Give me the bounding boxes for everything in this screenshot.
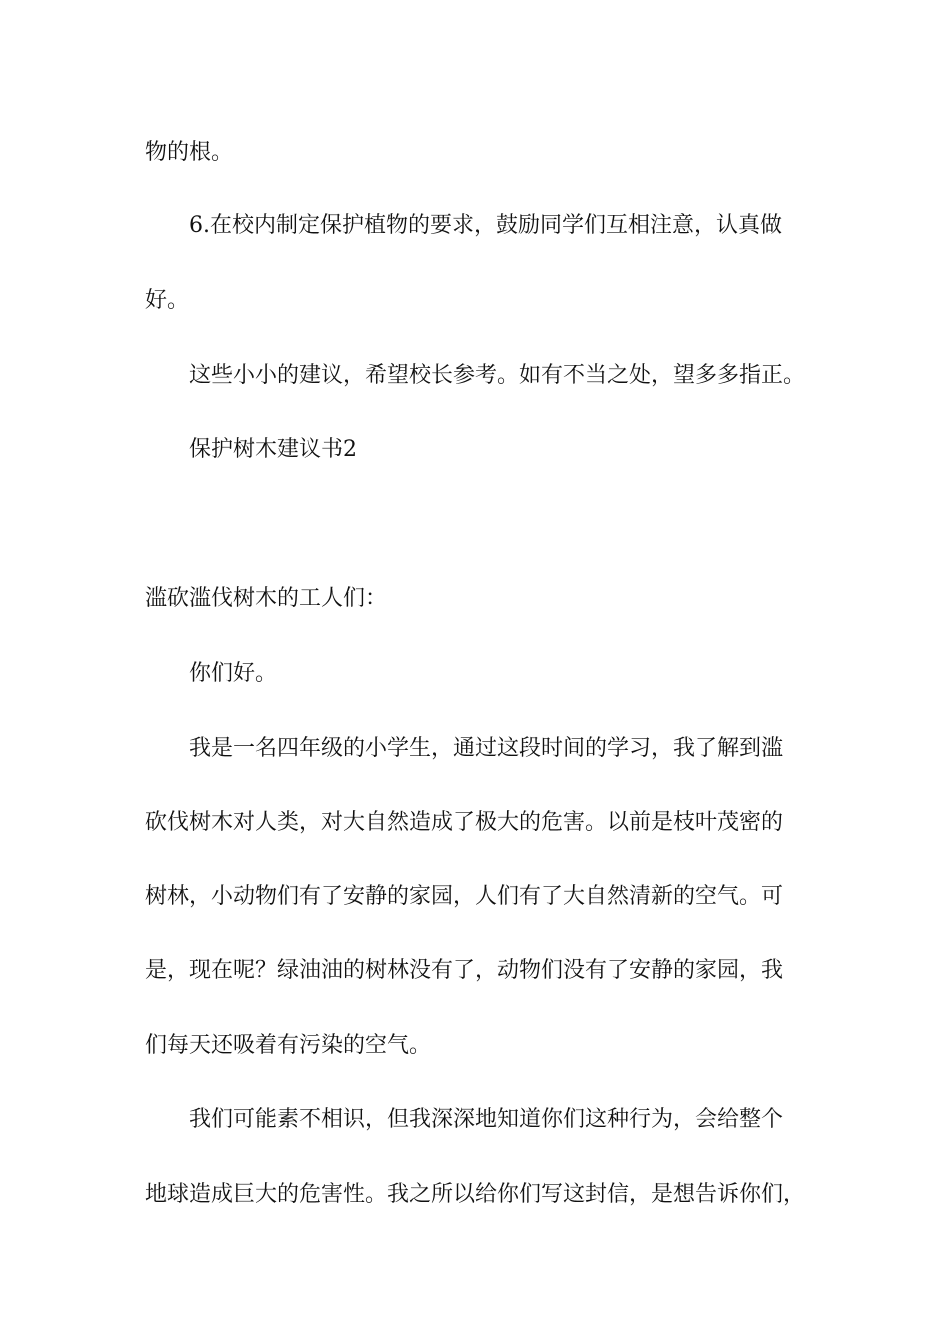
text-line-13: 我们可能素不相识，但我深深地知道你们这种行为，会给整个	[189, 1107, 784, 1132]
salutation: 滥砍滥伐树木的工人们：	[145, 586, 388, 611]
text-line-4: 这些小小的建议，希望校长参考。如有不当之处，望多多指正。	[189, 363, 806, 388]
text-line-12: 们每天还吸着有污染的空气。	[145, 1033, 432, 1058]
text-line-1: 物的根。	[145, 140, 234, 165]
text-line-2: 6.在校内制定保护植物的要求，鼓励同学们互相注意，认真做	[189, 213, 782, 238]
text-line-10: 树林，小动物们有了安静的家园，人们有了大自然清新的空气。可	[145, 884, 784, 909]
greeting: 你们好。	[189, 661, 278, 686]
text-line-8: 我是一名四年级的小学生，通过这段时间的学习，我了解到滥	[189, 736, 784, 761]
text-line-9: 砍伐树木对人类，对大自然造成了极大的危害。以前是枝叶茂密的	[145, 810, 784, 835]
text-line-11: 是，现在呢？绿油油的树林没有了，动物们没有了安静的家园，我	[145, 958, 784, 983]
text-line-3: 好。	[145, 288, 190, 313]
section-heading: 保护树木建议书2	[189, 437, 357, 462]
text-line-14: 地球造成巨大的危害性。我之所以给你们写这封信，是想告诉你们，	[145, 1182, 806, 1207]
